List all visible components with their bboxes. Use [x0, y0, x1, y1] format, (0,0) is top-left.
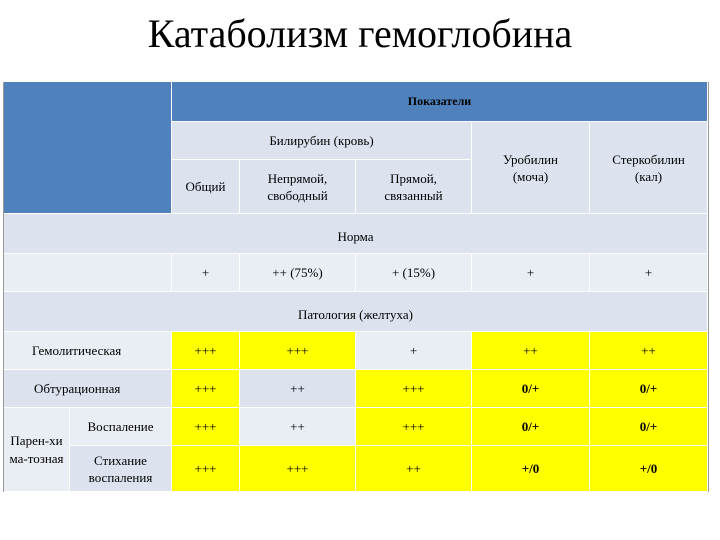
inflammation-urobilin: 0/+: [472, 408, 590, 446]
obstructive-indirect: ++: [240, 370, 356, 408]
table-frame-left: [3, 82, 4, 492]
hemolytic-indirect: +++: [240, 332, 356, 370]
hemolytic-total: +++: [172, 332, 240, 370]
header-stercobilin: Стеркобилин (кал): [590, 122, 708, 214]
pathology-label: Патология (желтуха): [4, 292, 708, 332]
inflammation-stercobilin: 0/+: [590, 408, 708, 446]
header-indicators: Показатели: [172, 82, 708, 122]
inflammation-direct: +++: [356, 408, 472, 446]
obstructive-stercobilin: 0/+: [590, 370, 708, 408]
inflammation-total: +++: [172, 408, 240, 446]
row-parenchymal-label: Парен-хима-тозная: [4, 408, 70, 492]
row-hemolytic-label: Гемолитическая: [4, 332, 172, 370]
norm-total: +: [172, 254, 240, 292]
row-subsiding-label: Стихание воспаления: [70, 446, 172, 492]
inflammation-indirect: ++: [240, 408, 356, 446]
norm-direct: + (15%): [356, 254, 472, 292]
obstructive-total: +++: [172, 370, 240, 408]
header-bilirubin: Билирубин (кровь): [172, 122, 472, 160]
norm-urobilin: +: [472, 254, 590, 292]
subsiding-stercobilin: +/0: [590, 446, 708, 492]
obstructive-urobilin: 0/+: [472, 370, 590, 408]
header-total: Общий: [172, 160, 240, 214]
subsiding-direct: ++: [356, 446, 472, 492]
row-inflammation-label: Воспаление: [70, 408, 172, 446]
header-indirect: Непрямой, свободный: [240, 160, 356, 214]
row-obstructive-label: Обтурационная: [4, 370, 172, 408]
page-title: Катаболизм гемоглобина: [147, 11, 573, 56]
norm-stercobilin: +: [590, 254, 708, 292]
header-corner: [4, 82, 172, 214]
norm-row-label: [4, 254, 172, 292]
subsiding-indirect: +++: [240, 446, 356, 492]
table-frame-right: [708, 82, 709, 492]
subsiding-total: +++: [172, 446, 240, 492]
obstructive-direct: +++: [356, 370, 472, 408]
hemolytic-stercobilin: ++: [590, 332, 708, 370]
hemolytic-direct: +: [356, 332, 472, 370]
subsiding-urobilin: +/0: [472, 446, 590, 492]
norm-label: Норма: [4, 214, 708, 254]
header-urobilin: Уробилин (моча): [472, 122, 590, 214]
hemolytic-urobilin: ++: [472, 332, 590, 370]
header-direct: Прямой, связанный: [356, 160, 472, 214]
norm-indirect: ++ (75%): [240, 254, 356, 292]
